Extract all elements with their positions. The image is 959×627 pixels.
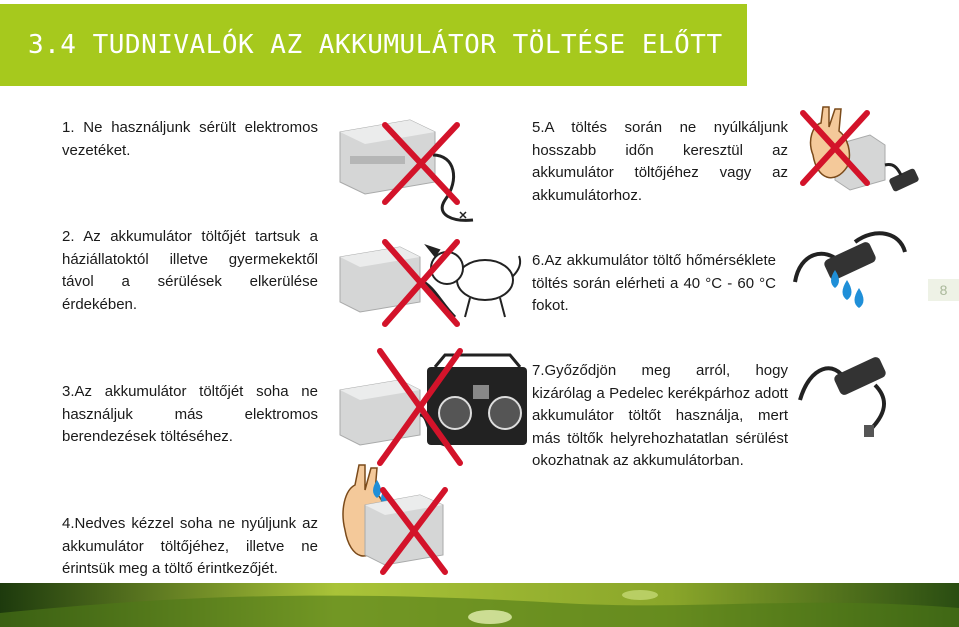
instruction-3: 3.Az akkumulátor töltőjét soha ne használjuk más elektromos berendezések töltéséhez. <box>62 383 318 445</box>
original-charger-illustration <box>790 345 920 445</box>
cable-icon <box>433 155 473 220</box>
adapter-icon <box>823 240 878 281</box>
plug-icon <box>864 425 874 437</box>
hot-charger-illustration <box>785 222 920 322</box>
instruction-7: 7.Győződjön meg arról, hogy kizárólag a Pedelec kerékpárhoz adott akkumulátor töltőt használja, mert más töltők helyrehozhatatlan sérülést okozhatnak az akkumulátorban. <box>532 362 788 469</box>
instruction-4: 4.Nedves kézzel soha ne nyúljunk az akkumulátor töltőjéhez, illetve ne érintsük meg a töltő érintkezőjét. <box>62 515 318 577</box>
instruction-6: 6.Az akkumulátor töltő hőmérséklete töltés során elérheti a 40 °C - 60 °C fokot. <box>532 252 776 314</box>
wet-hand-illustration <box>335 460 450 578</box>
water-drop-icon <box>831 270 864 308</box>
instruction-2: 2. Az akkumulátor töltőjét tartsuk a háziállatoktól illetve gyermekektől távol a sérülések elkerülése érdekében. <box>62 228 318 313</box>
damaged-cable-illustration <box>335 110 485 225</box>
page-title: 3.4 TUDNIVALÓK AZ AKKUMULÁTOR TÖLTÉSE ELŐTT <box>28 30 723 60</box>
page-number: 8 <box>928 279 959 301</box>
adapter-icon <box>885 164 920 192</box>
instruction-5: 5.A töltés során ne nyúlkáljunk hosszabb időn keresztül az akkumulátor töltőjéhez vagy az akkumulátorhoz. <box>532 119 788 204</box>
other-device-illustration <box>335 345 535 475</box>
broken-wire-icon <box>460 212 466 218</box>
pet-illustration <box>335 232 525 332</box>
instruction-1: 1. Ne használjunk sérült elektromos vezetéket. <box>62 119 318 159</box>
boombox-icon <box>427 355 527 445</box>
header-band <box>0 4 747 86</box>
footer-image <box>0 583 959 627</box>
touching-charger-illustration <box>795 105 930 210</box>
